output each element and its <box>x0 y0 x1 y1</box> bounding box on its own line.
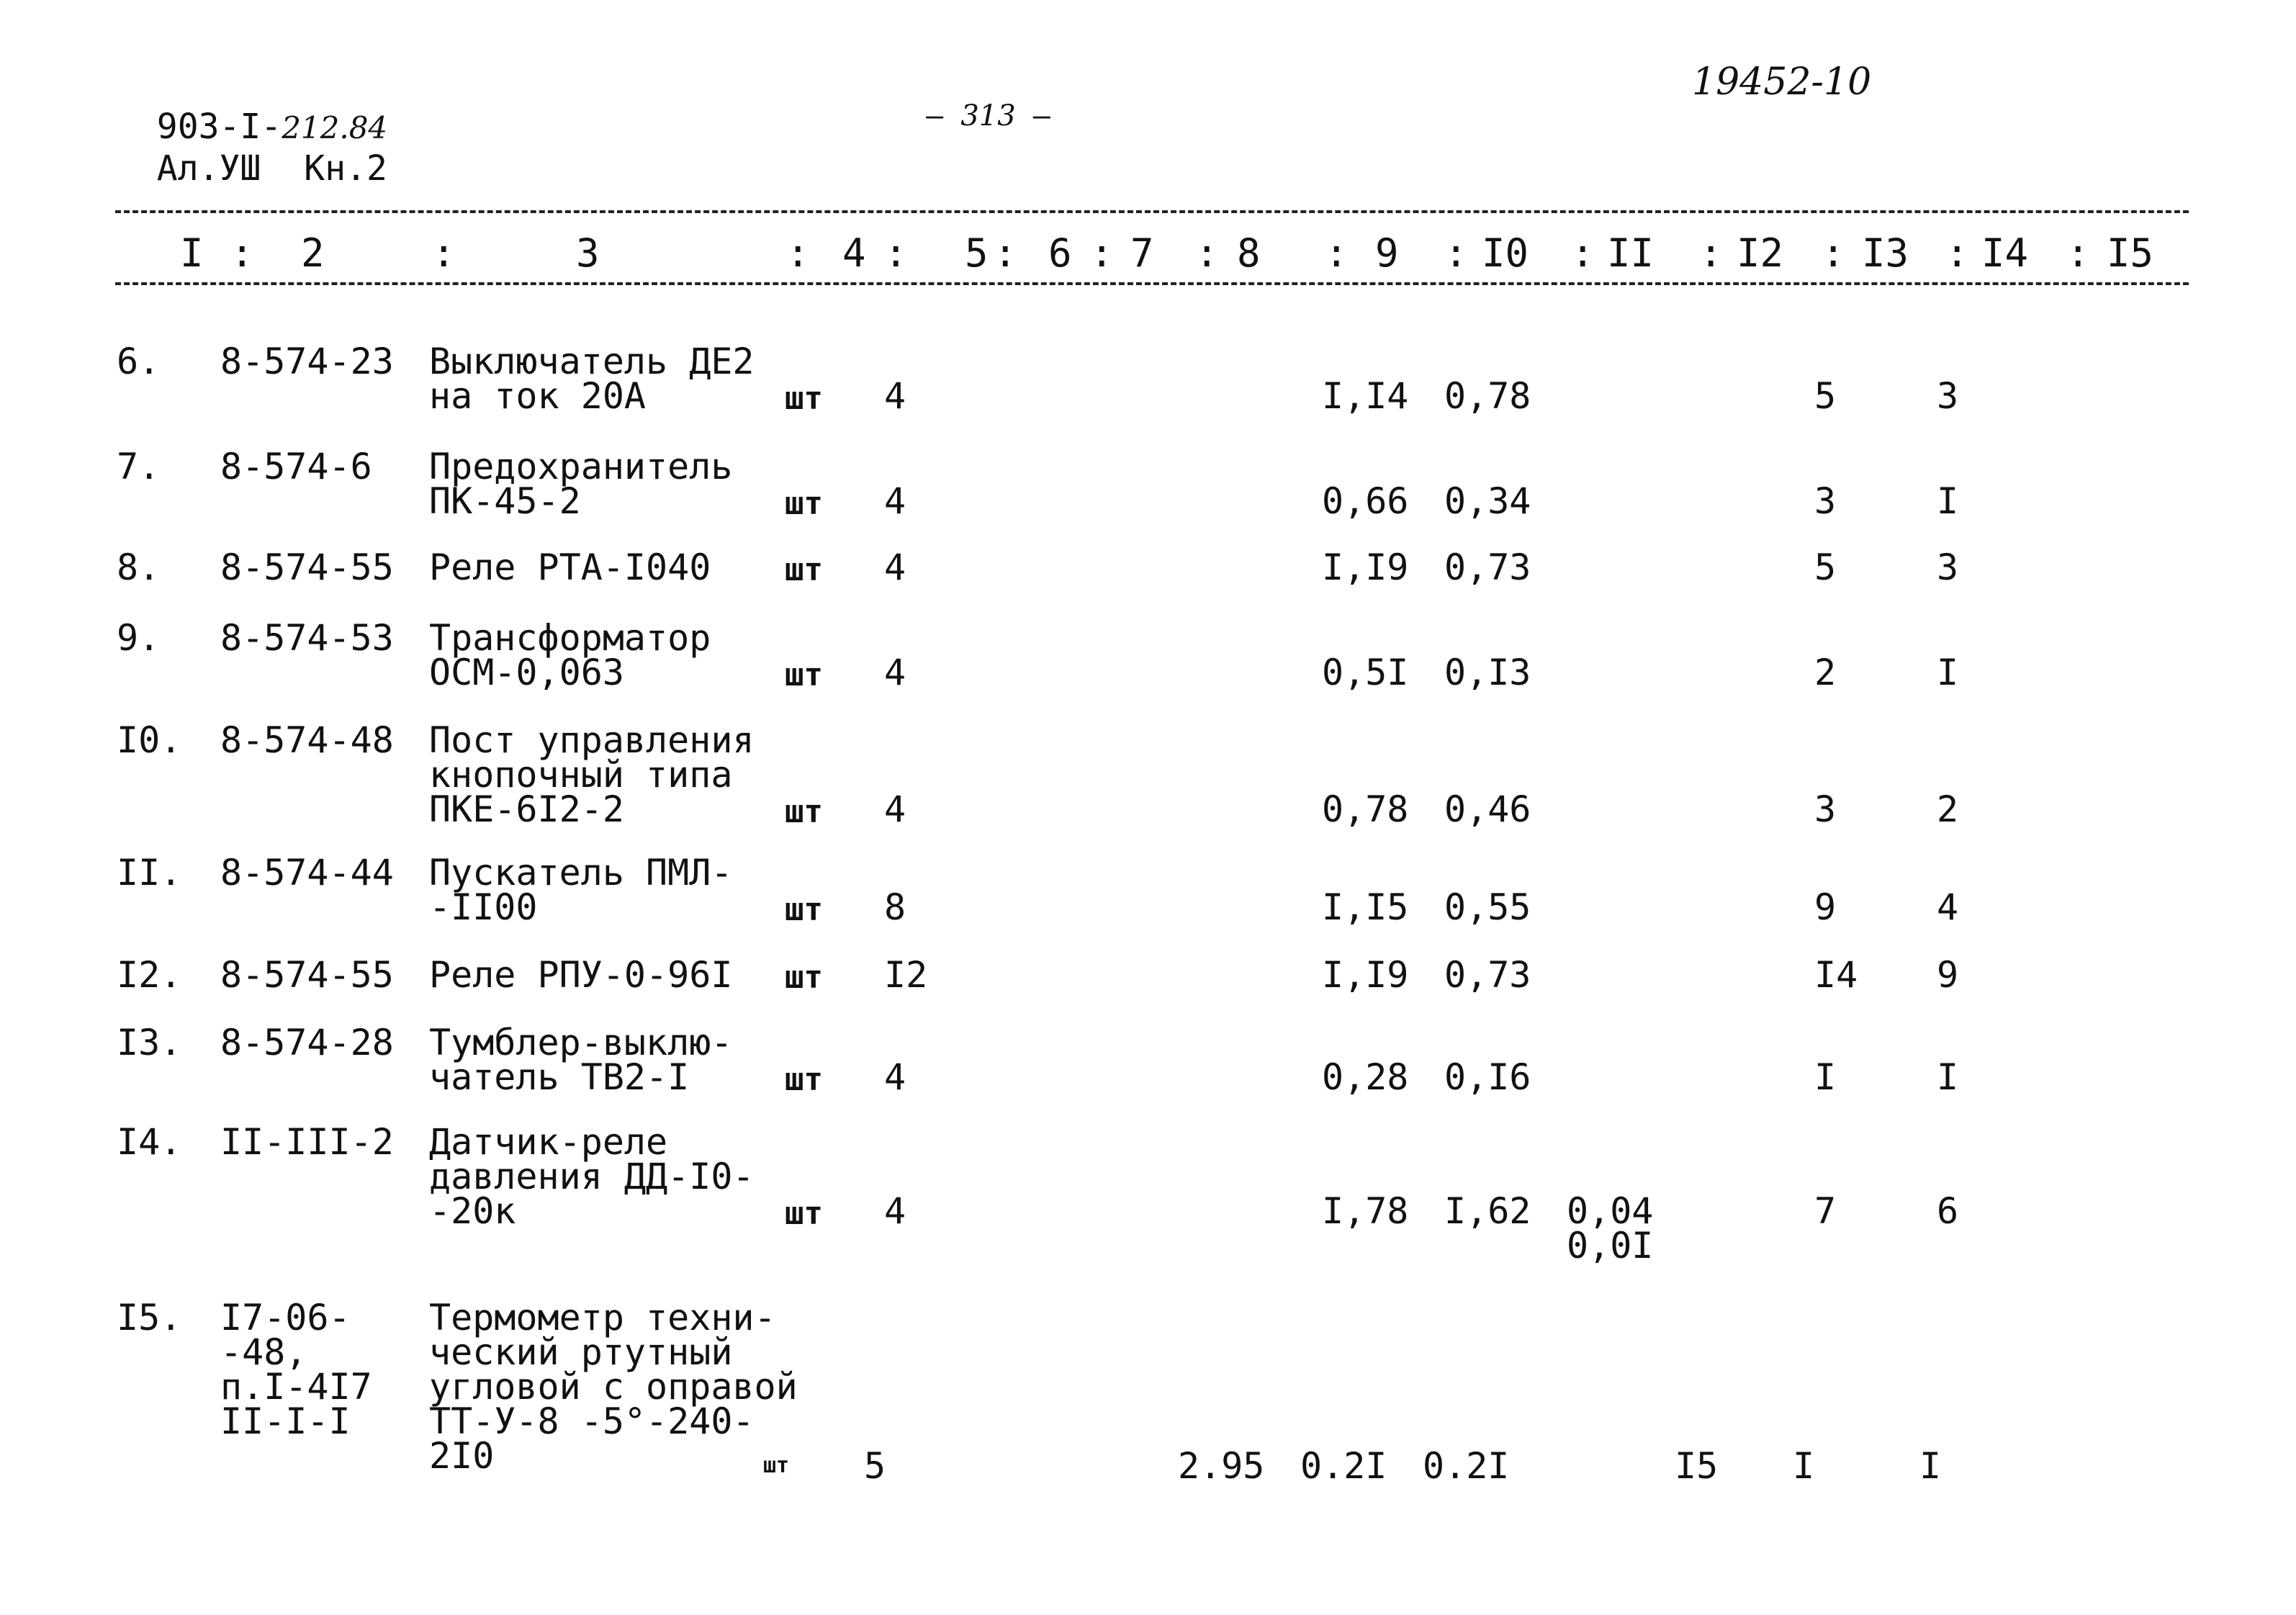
col13-value: 7 <box>1814 1190 1837 1232</box>
catalog-code <box>220 617 394 659</box>
item-description <box>429 1121 755 1232</box>
album-book <box>115 108 387 189</box>
col9-value: 0,66 <box>1322 480 1409 522</box>
col9-value: I,78 <box>1322 1190 1409 1232</box>
item-description-line: давления ДД-I0- <box>429 1156 755 1197</box>
item-description-line: -20к <box>429 1190 516 1232</box>
col10-value: 0,78 <box>1444 375 1531 417</box>
catalog-code-line: 8-574-48 <box>220 719 394 761</box>
catalog-code <box>220 719 394 761</box>
col13-value: 5 <box>1814 375 1837 417</box>
item-description <box>429 341 755 417</box>
catalog-code <box>220 954 394 996</box>
quantity: 5 <box>864 1445 886 1487</box>
item-description-line: ОСМ-0,063 <box>429 652 624 693</box>
col14-value: 3 <box>1937 546 1959 588</box>
row-number: 6. <box>117 341 161 382</box>
col-num-2: 2 <box>301 230 325 276</box>
item-description-line: Термометр техни- <box>429 1297 776 1339</box>
unit: шт <box>785 552 823 588</box>
column-numbers-row: I : 2 : 3 : 4 : 5 : 6 : 7 : 8 : 9 : I0 : II : I2 : I3 : I4 : I5 <box>180 230 2154 276</box>
item-description <box>429 954 733 996</box>
doc-code-handwritten: 212.84 <box>282 110 388 145</box>
col14-value: I <box>1937 1056 1959 1098</box>
item-description-line: на ток 20А <box>429 375 647 417</box>
item-description <box>429 1022 733 1098</box>
col10-value: 0,46 <box>1444 788 1531 830</box>
col10-value: 0,34 <box>1444 480 1531 522</box>
item-description-line: Датчик-реле <box>429 1121 668 1163</box>
unit: шт <box>763 1453 790 1478</box>
item-description-line: 2I0 <box>429 1435 495 1477</box>
row-number: I0. <box>117 719 182 761</box>
col13-value: 3 <box>1814 480 1837 522</box>
catalog-code-line: 8-574-55 <box>220 546 394 588</box>
item-description-line: угловой с оправой <box>429 1366 798 1408</box>
col10-value: 0,I6 <box>1444 1056 1531 1098</box>
col9-value: I,I4 <box>1322 375 1409 417</box>
row-number: I2. <box>117 954 182 996</box>
col8-value: 2.95 <box>1178 1445 1265 1487</box>
unit: шт <box>785 793 823 830</box>
col11-value-line: 0,04 <box>1567 1190 1654 1232</box>
catalog-code <box>220 446 372 487</box>
catalog-code <box>220 852 394 894</box>
col13-value: I <box>1814 1056 1837 1098</box>
item-description <box>429 852 733 928</box>
col12-value: I5 <box>1675 1445 1719 1487</box>
book-label: Кн.2 <box>304 148 387 189</box>
row-number: I4. <box>117 1121 182 1163</box>
item-description-line: -II00 <box>429 886 538 928</box>
col14-value: 9 <box>1937 954 1959 996</box>
col11-value <box>1567 1190 1654 1267</box>
col-num-7: 7 <box>1130 230 1154 276</box>
col9-value: 0,5I <box>1322 652 1409 693</box>
col-num-13: I3 <box>1862 230 1909 276</box>
col14-value: I <box>1919 1445 1942 1487</box>
item-description-line: Выключатель ДЕ2 <box>429 341 755 382</box>
row-number: I5. <box>117 1297 182 1339</box>
catalog-code-line: -48, <box>220 1331 307 1373</box>
col10-value: 0,73 <box>1444 954 1531 996</box>
col9-value: 0,28 <box>1322 1056 1409 1098</box>
item-description-line: Пускатель ПМЛ- <box>429 852 733 894</box>
row-number: I3. <box>117 1022 182 1063</box>
unit: шт <box>785 1061 823 1098</box>
item-description-line: ПКЕ-6I2-2 <box>429 788 624 830</box>
unit: шт <box>785 1195 823 1232</box>
catalog-code-line: I7-06- <box>220 1297 351 1339</box>
col9-value: I,I9 <box>1322 546 1409 588</box>
quantity: 4 <box>884 375 906 417</box>
item-description-line: чатель ТВ2-I <box>429 1056 690 1098</box>
quantity: 4 <box>884 1190 906 1232</box>
top-rule <box>115 210 2189 213</box>
col11-value-line: 0,0I <box>1567 1225 1654 1267</box>
unit: шт <box>785 485 823 522</box>
quantity: I2 <box>884 954 928 996</box>
item-description-line: Реле РТА-I040 <box>429 546 711 588</box>
quantity: 8 <box>884 886 906 928</box>
item-description <box>429 719 755 830</box>
col9-value: I,I5 <box>1322 886 1409 928</box>
item-description-line: ТТ-У-8 -5°-240- <box>429 1400 755 1442</box>
col-num-11: II <box>1607 230 1655 276</box>
catalog-code-line: 8-574-28 <box>220 1022 394 1063</box>
unit: шт <box>785 657 823 693</box>
col10-value: I,62 <box>1444 1190 1531 1232</box>
col-num-1: I <box>180 230 204 276</box>
col13-value: 9 <box>1814 886 1837 928</box>
col-num-3: 3 <box>576 230 600 276</box>
col9-value: 0.2I <box>1300 1445 1387 1487</box>
item-description <box>429 446 733 522</box>
item-description-line: ческий ртутный <box>429 1331 733 1373</box>
col14-value: 2 <box>1937 788 1959 830</box>
item-description-line: Тумблер-выклю- <box>429 1022 733 1063</box>
catalog-code-line: 8-574-55 <box>220 954 394 996</box>
item-description-line: кнопочный типа <box>429 754 733 796</box>
quantity: 4 <box>884 652 906 693</box>
catalog-code-line: 8-574-44 <box>220 852 394 894</box>
quantity: 4 <box>884 546 906 588</box>
col13-value: 2 <box>1814 652 1837 693</box>
col-num-14: I4 <box>1981 230 2029 276</box>
col9-value: I,I9 <box>1322 954 1409 996</box>
row-number: II. <box>117 852 182 894</box>
catalog-code-line: II-III-2 <box>220 1121 394 1163</box>
col10-value: 0,55 <box>1444 886 1531 928</box>
item-description <box>429 617 711 693</box>
row-number: 9. <box>117 617 161 659</box>
item-description-line: Пост управления <box>429 719 755 761</box>
col10-value: 0,I3 <box>1444 652 1531 693</box>
page-number: – 313 – <box>926 99 1050 132</box>
col-num-15: I5 <box>2107 230 2154 276</box>
catalog-code-line: 8-574-53 <box>220 617 394 659</box>
unit: шт <box>785 891 823 928</box>
catalog-code-line: II-I-I <box>220 1400 351 1442</box>
col10-value: 0.2I <box>1423 1445 1510 1487</box>
col-num-6: 6 <box>1048 230 1072 276</box>
col14-value: I <box>1937 652 1959 693</box>
catalog-code <box>220 1297 372 1442</box>
col-num-12: I2 <box>1737 230 1784 276</box>
col14-value: I <box>1937 480 1959 522</box>
item-description <box>429 546 711 588</box>
catalog-code <box>220 1022 394 1063</box>
row-number: 8. <box>117 546 161 588</box>
catalog-code-line: 8-574-23 <box>220 341 394 382</box>
col13-value: 5 <box>1814 546 1837 588</box>
album-label: Ал.УШ <box>156 148 261 189</box>
col14-value: 4 <box>1937 886 1959 928</box>
col13-value: I4 <box>1814 954 1858 996</box>
item-description-line: Трансформатор <box>429 617 711 659</box>
unit: шт <box>785 380 823 417</box>
archive-number: 19452-10 <box>1692 60 1872 104</box>
col-num-5: 5 <box>965 230 989 276</box>
col-num-4: 4 <box>842 230 866 276</box>
quantity: 4 <box>884 1056 906 1098</box>
col-num-10: I0 <box>1482 230 1529 276</box>
quantity: 4 <box>884 480 906 522</box>
item-description-line: Реле РПУ-0-96I <box>429 954 733 996</box>
col-num-9: 9 <box>1375 230 1399 276</box>
col13-value: I <box>1793 1445 1815 1487</box>
catalog-code <box>220 1121 394 1163</box>
catalog-code-line: п.I-4I7 <box>220 1366 372 1408</box>
col9-value: 0,78 <box>1322 788 1409 830</box>
row-number: 7. <box>117 446 161 487</box>
col14-value: 6 <box>1937 1190 1959 1232</box>
item-description-line: Предохранитель <box>429 446 733 487</box>
quantity: 4 <box>884 788 906 830</box>
catalog-code <box>220 341 394 382</box>
unit: шт <box>785 959 823 996</box>
doc-code-printed: 903-I- <box>156 107 282 147</box>
col13-value: 3 <box>1814 788 1837 830</box>
catalog-code <box>220 546 394 588</box>
col-num-8: 8 <box>1237 230 1261 276</box>
catalog-code-line: 8-574-6 <box>220 446 372 487</box>
col14-value: 3 <box>1937 375 1959 417</box>
col10-value: 0,73 <box>1444 546 1531 588</box>
item-description-line: ПК-45-2 <box>429 480 581 522</box>
